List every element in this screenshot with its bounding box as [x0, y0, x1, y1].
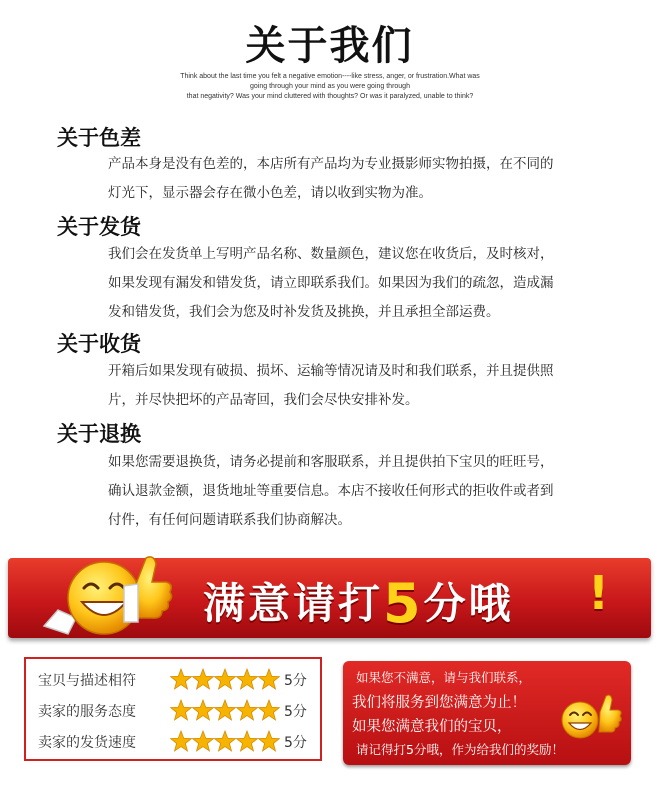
section-body-returns	[108, 448, 628, 535]
star-icon	[259, 731, 280, 751]
smiley-thumbs-up-icon	[556, 690, 626, 742]
smiley-thumbs-up-icon	[36, 548, 186, 648]
rating-row-service	[38, 697, 318, 725]
star-icon	[259, 700, 280, 720]
star-icon	[237, 700, 258, 720]
star-rating	[170, 697, 280, 725]
rating-row-description	[38, 666, 318, 694]
banner-number: 5	[383, 572, 424, 635]
rating-score: 5分	[284, 735, 307, 751]
section-heading-shipping: 关于发货	[57, 215, 141, 239]
section-line: 我们会在发货单上写明产品名称、数量颜色，建议您在收货后，及时核对，	[108, 246, 554, 262]
rating-score: 5分	[284, 704, 307, 720]
rating-score: 5分	[284, 673, 307, 689]
note-line: 我们将服务到您满意为止！	[352, 695, 526, 711]
rating-row-shipping-speed	[38, 728, 318, 756]
section-line: 片，并尽快把坏的产品寄回，我们会尽快安排补发。	[108, 392, 419, 408]
star-icon	[237, 731, 258, 751]
note-line: 请记得打5分哦，作为给我们的奖励！	[356, 742, 564, 757]
star-icon	[215, 700, 236, 720]
section-line: 开箱后如果发现有破损、损坏、运输等情况请及时和我们联系，并且提供照	[108, 363, 554, 379]
page-title: 关于我们	[245, 23, 414, 69]
rating-label: 卖家的服务态度	[38, 704, 136, 720]
section-heading-receiving: 关于收货	[57, 332, 141, 356]
section-line: 如果您需要退换货，请务必提前和客服联系，并且提供拍下宝贝的旺旺号，	[108, 454, 554, 470]
subtitle-line: that negativity? Was your mind cluttered with thoughts? Or was it paralyzed, unable to think?	[186, 93, 474, 100]
section-line: 发和错发货，我们会为您及时补发货及挑换，并且承担全部运费。	[108, 304, 500, 320]
section-line: 付件，有任何问题请联系我们协商解决。	[108, 512, 351, 528]
section-body-color-difference	[108, 150, 628, 208]
star-icon	[171, 731, 192, 751]
section-heading-color-difference: 关于色差	[57, 126, 141, 150]
star-icon	[215, 669, 236, 689]
star-rating	[170, 728, 280, 756]
star-icon	[259, 669, 280, 689]
banner-exclamation: !	[588, 566, 609, 620]
section-line: 确认退款金额，退货地址等重要信息。本店不接收任何形式的拒收件或者到	[108, 483, 554, 499]
section-heading-returns: 关于退换	[57, 422, 141, 446]
star-icon	[171, 700, 192, 720]
page-subtitle	[150, 72, 510, 102]
note-line: 如果您不满意，请与我们联系，	[356, 670, 532, 685]
section-body-shipping	[108, 240, 628, 327]
star-icon	[215, 731, 236, 751]
banner-text-after: 分哦	[423, 579, 514, 628]
star-icon	[193, 731, 214, 751]
star-icon	[193, 669, 214, 689]
section-line: 如果发现有漏发和错发货，请立即联系我们。如果因为我们的疏忽，造成漏	[108, 275, 554, 291]
banner-text	[203, 568, 514, 635]
note-line: 如果您满意我们的宝贝，	[352, 719, 512, 735]
rating-label: 卖家的发货速度	[38, 735, 136, 751]
section-line: 产品本身是没有色差的，本店所有产品均为专业摄影师实物拍摄，在不同的	[108, 156, 554, 172]
subtitle-line: Think about the last time you felt a negative emotion----like stress, anger, or frustration.What was	[180, 73, 480, 80]
star-rating	[170, 666, 280, 694]
rating-label: 宝贝与描述相符	[38, 673, 136, 689]
section-line: 灯光下，显示器会存在微小色差，请以收到实物为准。	[108, 185, 432, 201]
section-body-receiving	[108, 357, 628, 415]
star-icon	[193, 700, 214, 720]
subtitle-line: going through your mind as you were going through	[250, 83, 410, 90]
star-icon	[171, 669, 192, 689]
banner-text-before: 满意请打	[203, 579, 384, 628]
star-icon	[237, 669, 258, 689]
